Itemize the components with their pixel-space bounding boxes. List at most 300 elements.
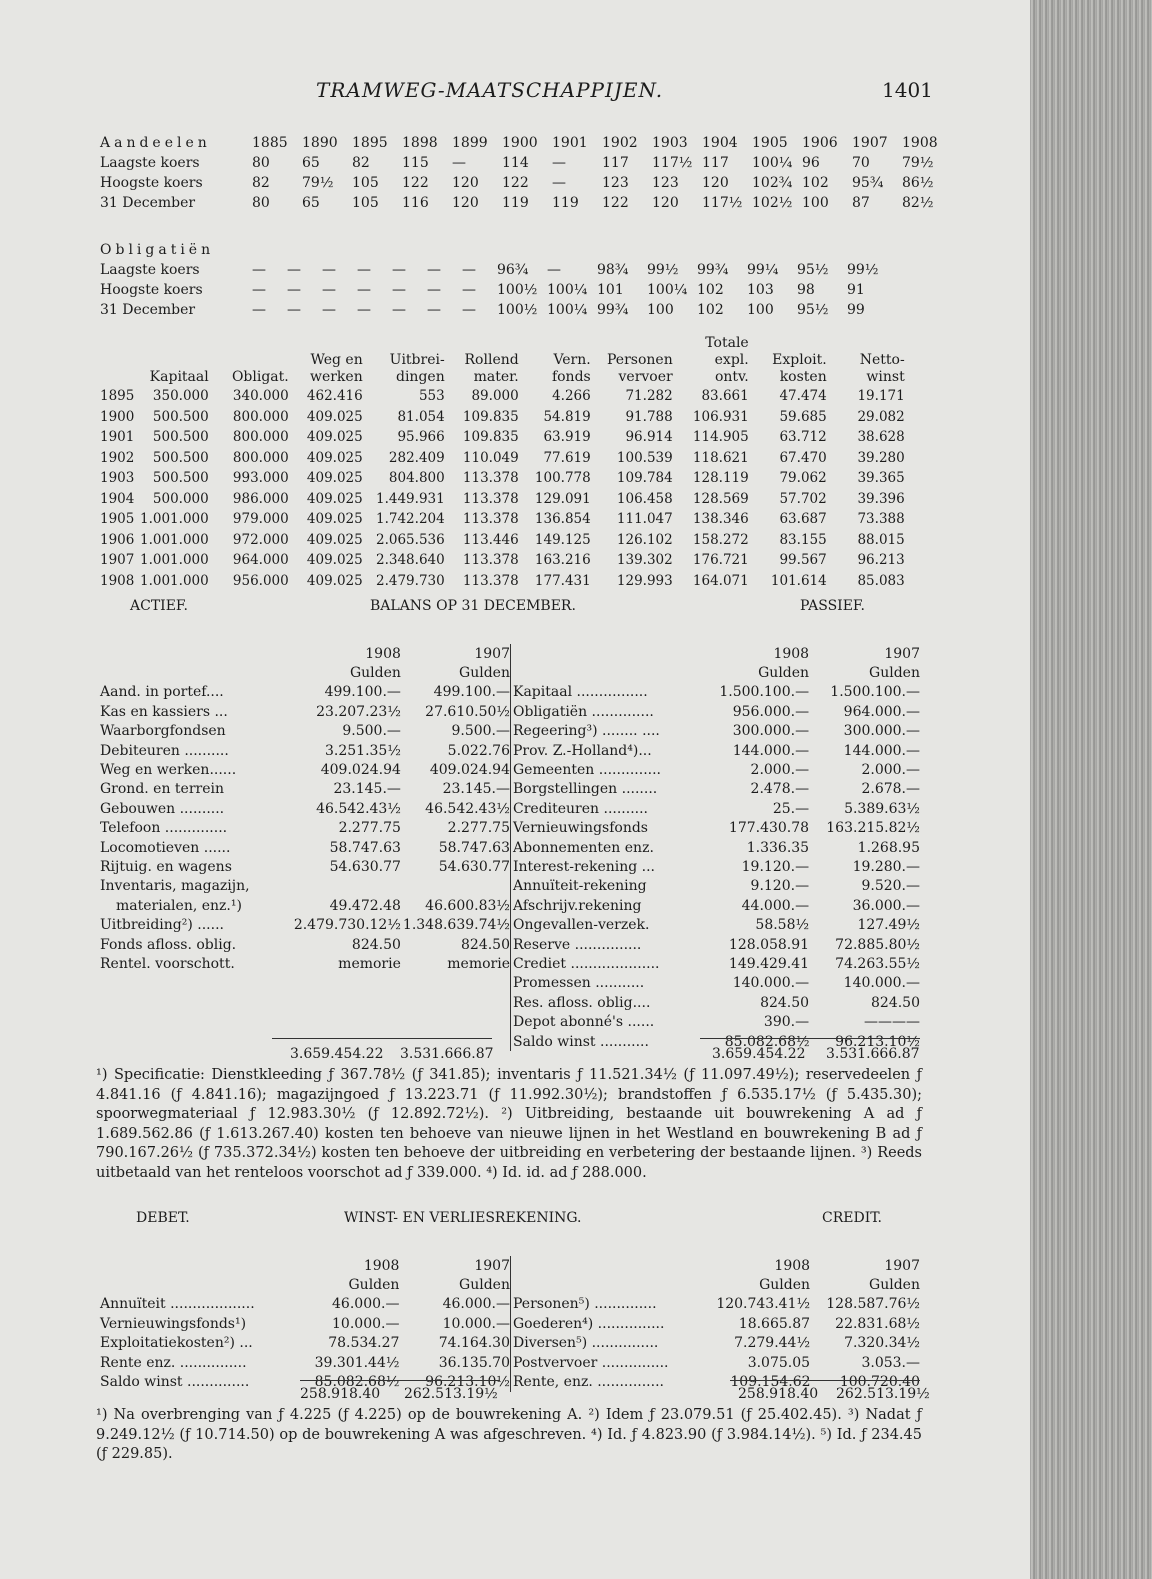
- amount-cell: 54.630.77: [329, 858, 401, 875]
- year-header: 1890: [302, 135, 338, 151]
- value-cell: 138.346: [692, 511, 749, 528]
- year-header: 1885: [252, 135, 288, 151]
- item-label: materialen, enz.¹): [116, 897, 242, 914]
- amount-cell: 19.120.—: [741, 858, 810, 875]
- amount-cell: 2.000.—: [750, 762, 810, 779]
- item-label: Afschrijv.rekening: [513, 897, 642, 914]
- pl-rule-right: [730, 1380, 920, 1381]
- value-cell: 1.001.000: [140, 531, 209, 548]
- year-cell: 1902: [100, 449, 135, 466]
- value-cell: 128.119: [692, 470, 749, 487]
- price-cell: 79½: [302, 175, 334, 191]
- item-label: Depot abonné's ......: [513, 1014, 655, 1031]
- item-label: Vernieuwingsfonds: [513, 820, 648, 837]
- value-cell: 106.931: [692, 408, 749, 425]
- row-label: Laagste koers: [100, 155, 200, 171]
- pl-total-left-1908: 258.918.40: [300, 1386, 381, 1402]
- amount-cell: 46.000.—: [442, 1296, 510, 1313]
- amount-cell: 499.100.—: [433, 684, 510, 701]
- unit-header: Gulden: [459, 1277, 510, 1294]
- item-label: Crediteuren ..........: [513, 800, 649, 817]
- year-header: 1906: [802, 135, 838, 151]
- value-cell: 409.025: [306, 572, 363, 589]
- unit-row: [511, 663, 921, 682]
- amount-cell: 1.500.100.—: [830, 684, 920, 701]
- value-cell: 149.125: [534, 531, 591, 548]
- pl-title: WINST- EN VERLIESREKENING.: [344, 1210, 582, 1226]
- amount-cell: 2.000.—: [861, 762, 920, 779]
- value-cell: 409.025: [306, 511, 363, 528]
- amount-cell: 23.145.—: [442, 781, 510, 798]
- price-cell: —: [552, 175, 566, 191]
- amount-cell: 824.50: [351, 936, 401, 953]
- passief-title: PASSIEF.: [800, 598, 865, 614]
- year-cell: 1907: [100, 552, 135, 569]
- price-cell: 91: [847, 282, 865, 298]
- pl-rule-left: [300, 1380, 500, 1381]
- header-line: [209, 335, 289, 352]
- value-cell: 63.712: [779, 429, 827, 446]
- balance-title: BALANS OP 31 DECEMBER.: [370, 598, 576, 614]
- table-row: [100, 1353, 510, 1372]
- value-cell: 96.213: [857, 552, 905, 569]
- price-cell: 70: [852, 155, 870, 171]
- value-cell: 2.479.730: [376, 572, 445, 589]
- price-cell: 117: [702, 155, 729, 171]
- price-cell: 86½: [902, 175, 934, 191]
- price-cell: —: [252, 302, 266, 318]
- price-cell: 117½: [652, 155, 693, 171]
- blank-cell: [100, 1256, 299, 1275]
- value-cell: 350.000: [152, 388, 209, 405]
- item-label: Waarborgfondsen: [100, 723, 226, 740]
- price-cell: 87: [852, 195, 870, 211]
- amount-cell: 300.000.—: [843, 723, 920, 740]
- value-cell: 129.993: [616, 572, 673, 589]
- year-header: 1904: [702, 135, 738, 151]
- price-cell: 115: [402, 155, 429, 171]
- column-header: [749, 322, 827, 386]
- item-label: Rentel. voorschott.: [100, 955, 235, 972]
- price-cell: —: [547, 262, 561, 278]
- table-row: [511, 683, 921, 702]
- price-cell: 120: [702, 175, 729, 191]
- value-cell: 47.474: [779, 388, 827, 405]
- price-cell: 114: [502, 155, 529, 171]
- unit-header: Gulden: [459, 665, 510, 682]
- pl-total-right-1907: 262.513.19½: [836, 1386, 930, 1402]
- amount-cell: 58.747.63: [438, 839, 510, 856]
- year-cell: 1900: [100, 408, 135, 425]
- year-cell: 1906: [100, 531, 135, 548]
- table-row: [511, 1012, 921, 1031]
- value-cell: 409.025: [306, 449, 363, 466]
- price-cell: 102: [697, 302, 724, 318]
- amount-cell: ————: [864, 1014, 920, 1031]
- table-row: [511, 1314, 921, 1333]
- amount-cell: 824.50: [871, 994, 920, 1011]
- table-row: [100, 468, 905, 489]
- header-line: [100, 369, 140, 386]
- price-cell: 100¼: [547, 302, 588, 318]
- amount-cell: 58.747.63: [329, 839, 401, 856]
- table-row: [100, 260, 897, 280]
- table-row: [511, 877, 921, 896]
- header-line: [140, 352, 209, 369]
- table-row: [511, 702, 921, 721]
- unit-header: Gulden: [869, 665, 920, 682]
- value-cell: 1.449.931: [376, 490, 445, 507]
- amount-cell: [294, 877, 401, 896]
- value-cell: 109.835: [462, 408, 519, 425]
- value-cell: 1.742.204: [376, 511, 445, 528]
- item-label: Gemeenten ..............: [513, 762, 662, 779]
- price-cell: —: [462, 282, 476, 298]
- item-label: Saldo winst ..............: [100, 1374, 250, 1391]
- table-row: [511, 915, 921, 934]
- value-cell: 972.000: [232, 531, 289, 548]
- amount-cell: 109.154.62: [730, 1374, 811, 1391]
- table-row: [511, 780, 921, 799]
- balance-total-left-1908: 3.659.454.22: [290, 1046, 384, 1062]
- table-row: [100, 386, 905, 407]
- item-label: Kapitaal ................: [513, 684, 648, 701]
- table-row: [511, 1295, 921, 1314]
- item-label: Vernieuwingsfonds¹): [100, 1315, 247, 1332]
- value-cell: 100.778: [534, 470, 591, 487]
- value-cell: 100.539: [616, 449, 673, 466]
- year-header: 1908: [902, 135, 938, 151]
- column-header: [673, 322, 749, 386]
- value-cell: 4.266: [552, 388, 591, 405]
- amount-cell: 3.053.—: [861, 1354, 920, 1371]
- profit-loss-account: [100, 1210, 920, 1391]
- amount-cell: 9.500.—: [342, 723, 401, 740]
- blank-cell: [511, 1275, 717, 1294]
- price-cell: —: [427, 262, 441, 278]
- item-label: Prov. Z.-Holland⁴)...: [513, 742, 652, 759]
- year-header: 1907: [884, 645, 920, 662]
- table-row: [511, 741, 921, 760]
- year-cell: 1908: [100, 572, 135, 589]
- amount-cell: 1.348.639.74½: [402, 917, 510, 934]
- amount-cell: 499.100.—: [324, 684, 401, 701]
- year-header: 1907: [474, 1257, 510, 1274]
- value-cell: 54.819: [543, 408, 591, 425]
- amount-cell: 27.610.50½: [425, 703, 510, 720]
- item-label: Rente enz. ...............: [100, 1354, 247, 1371]
- price-cell: —: [357, 302, 371, 318]
- header-line: fonds: [551, 369, 591, 385]
- amount-cell: 39.301.44½: [314, 1354, 400, 1371]
- header-line: [100, 352, 140, 369]
- year-row: [100, 644, 510, 663]
- price-cell: —: [322, 282, 336, 298]
- balance-total-right-1908: 3.659.454.22: [712, 1046, 806, 1062]
- value-cell: 113.378: [462, 511, 519, 528]
- header-line: [100, 335, 140, 352]
- table-row: [100, 819, 510, 838]
- price-cell: 99½: [847, 262, 879, 278]
- value-cell: 2.348.640: [376, 552, 445, 569]
- value-cell: 71.282: [625, 388, 673, 405]
- header-line: winst: [866, 369, 905, 385]
- actief-table: [100, 644, 510, 974]
- price-cell: —: [462, 262, 476, 278]
- unit-header: Gulden: [758, 665, 810, 682]
- balance-total-left-1907: 3.531.666.87: [400, 1046, 494, 1062]
- table-row: [100, 1314, 510, 1333]
- page-number: 1401: [882, 78, 933, 102]
- amount-cell: 7.279.44½: [734, 1335, 811, 1352]
- item-label: Promessen ...........: [513, 975, 645, 992]
- value-cell: 409.025: [306, 429, 363, 446]
- price-cell: —: [392, 302, 406, 318]
- value-cell: 77.619: [543, 449, 591, 466]
- balance-sheet: [100, 598, 920, 1050]
- amount-cell: 22.831.68½: [835, 1315, 920, 1332]
- price-cell: 117½: [702, 195, 743, 211]
- amount-cell: 96.213.10½: [835, 1033, 920, 1050]
- price-cell: —: [322, 302, 336, 318]
- amount-cell: 140.000.—: [732, 975, 810, 992]
- table-row: [511, 1353, 921, 1372]
- value-cell: 113.378: [462, 490, 519, 507]
- price-cell: 102: [802, 175, 829, 191]
- amount-cell: 144.000.—: [732, 742, 810, 759]
- table-row: [100, 722, 510, 741]
- column-header: [519, 322, 591, 386]
- header-line: Netto-: [859, 352, 905, 368]
- value-cell: 111.047: [616, 511, 673, 528]
- bonds-table: [100, 240, 897, 320]
- value-cell: 109.835: [462, 429, 519, 446]
- value-cell: 83.155: [779, 531, 827, 548]
- bonds-label-row: [100, 240, 897, 260]
- value-cell: 110.049: [462, 449, 519, 466]
- table-row: [100, 489, 905, 510]
- value-cell: 118.621: [692, 449, 749, 466]
- column-header: [100, 322, 140, 386]
- header-line: Totale: [705, 335, 749, 351]
- value-cell: 63.687: [779, 511, 827, 528]
- item-label: Telefoon ..............: [100, 820, 228, 837]
- value-cell: 95.966: [397, 429, 445, 446]
- header-line: dingen: [395, 369, 445, 385]
- amount-cell: memorie: [338, 955, 401, 972]
- column-header: [591, 322, 673, 386]
- table-row: [511, 838, 921, 857]
- row-label: Hoogste koers: [100, 282, 203, 298]
- header-line: Weg en: [310, 352, 363, 368]
- price-cell: 95½: [797, 302, 829, 318]
- column-header: [289, 322, 363, 386]
- table-row: [511, 954, 921, 973]
- column-header: [140, 322, 209, 386]
- header-line: [519, 335, 591, 352]
- price-cell: —: [427, 282, 441, 298]
- table-row: [100, 954, 510, 973]
- price-cell: 82: [352, 155, 370, 171]
- price-cell: —: [287, 302, 301, 318]
- table-row: [100, 550, 905, 571]
- value-cell: 282.409: [388, 449, 445, 466]
- header-line: [209, 352, 289, 369]
- value-cell: 113.378: [462, 572, 519, 589]
- amount-cell: 3.075.05: [747, 1354, 811, 1371]
- table-row: [511, 993, 921, 1012]
- price-cell: 102: [697, 282, 724, 298]
- item-label: Debiteuren ..........: [100, 742, 229, 759]
- pl-total-right-1908: 258.918.40: [738, 1386, 819, 1402]
- amount-cell: 177.430.78: [728, 820, 810, 837]
- header-line: Obligat.: [231, 369, 289, 385]
- amount-cell: 36.135.70: [438, 1354, 510, 1371]
- amount-cell: 9.120.—: [750, 878, 810, 895]
- item-label: Personen⁵) ..............: [513, 1296, 657, 1313]
- amount-cell: 5.022.76: [447, 742, 510, 759]
- value-cell: 177.431: [534, 572, 591, 589]
- price-cell: 100½: [497, 282, 538, 298]
- balance-heading: [100, 598, 920, 620]
- item-label: Crediet ....................: [513, 955, 660, 972]
- price-cell: 122: [402, 175, 429, 191]
- price-cell: 116: [402, 195, 429, 211]
- value-cell: 136.854: [534, 511, 591, 528]
- item-label: Saldo winst ...........: [513, 1033, 649, 1050]
- year-header: 1903: [652, 135, 688, 151]
- price-cell: —: [252, 282, 266, 298]
- amount-cell: 85.082.68½: [724, 1033, 810, 1050]
- table-row: [100, 1295, 510, 1314]
- balance-footnotes: ¹) Specificatie: Dienstkleeding ƒ 367.78½ (ƒ 341.85); inventaris ƒ 11.521.34½ (ƒ 11.097.49½); reservedeelen ƒ 4.841.16 (ƒ 4.841.16); magazijngoed ƒ 13.223.71 (ƒ 11.992.30½); brandstoffen ƒ 6.535.17½ (ƒ 5.435.30); spoorwegmateriaal ƒ 12.983.30½ (ƒ 12.892.72½). ²) Uitbreiding, bestaande uit bouwrekening A ad ƒ 1.689.562.86 (ƒ 1.613.267.40) kosten ten behoeve van nieuwe lijnen in het Westland en bouwrekening B ad ƒ 790.167.26½ (ƒ 735.372.34½) kosten ten behoeve der uitbreiding en verbetering der bestaande lijnen. ³) Reeds uitbetaald van het renteloos voorschot ad ƒ 339.000. ⁴) Id. id. ad ƒ 288.000.: [96, 1067, 922, 1181]
- price-cell: 105: [352, 195, 379, 211]
- amount-cell: 409.024.94: [320, 762, 401, 779]
- amount-cell: 390.—: [763, 1014, 810, 1031]
- price-cell: 98: [797, 282, 815, 298]
- amount-cell: 1.500.100.—: [719, 684, 810, 701]
- year-row: [511, 1256, 921, 1275]
- value-cell: 85.083: [857, 572, 905, 589]
- amount-cell: 10.000.—: [442, 1315, 510, 1332]
- item-label: Fonds afloss. oblig.: [100, 936, 237, 953]
- header-line: [289, 335, 363, 352]
- header-line: Vern.: [553, 352, 591, 368]
- item-label: Aand. in portef....: [100, 684, 224, 701]
- price-cell: —: [287, 262, 301, 278]
- price-cell: 101: [597, 282, 624, 298]
- table-row: [100, 407, 905, 428]
- price-cell: —: [427, 302, 441, 318]
- amount-cell: 2.479.730.12½: [293, 917, 401, 934]
- table-row: [100, 280, 897, 300]
- unit-header: Gulden: [869, 1277, 920, 1294]
- amount-cell: 144.000.—: [843, 742, 920, 759]
- blank-cell: [100, 644, 294, 663]
- price-cell: 82: [252, 175, 270, 191]
- amount-cell: 74.263.55½: [835, 955, 920, 972]
- header-line: [591, 335, 673, 352]
- amount-cell: 824.50: [461, 936, 510, 953]
- table-row: [100, 838, 510, 857]
- price-cell: 117: [602, 155, 629, 171]
- price-cell: 122: [502, 175, 529, 191]
- amount-cell: 23.207.23½: [316, 703, 401, 720]
- table-row: [100, 799, 510, 818]
- header-line: kosten: [779, 369, 827, 385]
- amount-cell: 964.000.—: [843, 703, 920, 720]
- row-label: Hoogste koers: [100, 175, 203, 191]
- table-row: [511, 760, 921, 779]
- unit-header: Gulden: [348, 1277, 400, 1294]
- amount-cell: 300.000.—: [732, 723, 810, 740]
- item-label: Interest-rekening ...: [513, 858, 655, 875]
- amount-cell: 149.429.41: [728, 955, 810, 972]
- price-cell: 99½: [647, 262, 679, 278]
- amount-cell: 3.251.35½: [324, 742, 401, 759]
- amount-cell: 2.678.—: [861, 781, 920, 798]
- value-cell: 1.001.000: [140, 511, 209, 528]
- year-header: 1895: [352, 135, 388, 151]
- price-cell: 120: [652, 195, 679, 211]
- value-cell: 63.919: [543, 429, 591, 446]
- value-cell: 139.302: [616, 552, 673, 569]
- item-label: Abonnementen enz.: [513, 839, 654, 856]
- price-cell: 80: [252, 155, 270, 171]
- amount-cell: 25.—: [772, 800, 810, 817]
- amount-cell: 44.000.—: [741, 897, 810, 914]
- amount-cell: memorie: [447, 955, 510, 972]
- amount-cell: 54.630.77: [438, 858, 510, 875]
- amount-cell: [401, 877, 510, 896]
- table-row: [100, 760, 510, 779]
- blank-cell: [100, 663, 294, 682]
- pl-total-left-1907: 262.513.19½: [404, 1386, 498, 1402]
- value-cell: 67.470: [779, 449, 827, 466]
- value-cell: 500.500: [152, 449, 209, 466]
- value-cell: 91.788: [625, 408, 673, 425]
- actief-title: ACTIEF.: [130, 598, 188, 614]
- value-cell: 804.800: [388, 470, 445, 487]
- year-cell: 1903: [100, 470, 135, 487]
- value-cell: 106.458: [616, 490, 673, 507]
- amount-cell: 2.277.75: [447, 820, 510, 837]
- row-label: 31 December: [100, 195, 196, 211]
- column-header: [827, 322, 905, 386]
- table-row: [100, 915, 510, 934]
- value-cell: 409.025: [306, 408, 363, 425]
- price-cell: 100¼: [547, 282, 588, 298]
- amount-cell: 9.500.—: [451, 723, 510, 740]
- item-label: Diversen⁵) ...............: [513, 1335, 659, 1352]
- header-line: ontv.: [714, 369, 749, 385]
- year-cell: 1895: [100, 388, 135, 405]
- price-cell: 65: [302, 195, 320, 211]
- item-label: Annuïteit ...................: [100, 1296, 255, 1313]
- price-cell: 95½: [797, 262, 829, 278]
- price-cell: 102¾: [752, 175, 793, 191]
- value-cell: 500.500: [152, 470, 209, 487]
- table-row: [100, 857, 510, 876]
- price-cell: 105: [352, 175, 379, 191]
- value-cell: 79.062: [779, 470, 827, 487]
- table-row: [100, 427, 905, 448]
- value-cell: 99.567: [779, 552, 827, 569]
- item-label: Regeering³) ........ ....: [513, 723, 660, 740]
- price-cell: 123: [652, 175, 679, 191]
- year-row: [511, 644, 921, 663]
- year-cell: 1901: [100, 429, 135, 446]
